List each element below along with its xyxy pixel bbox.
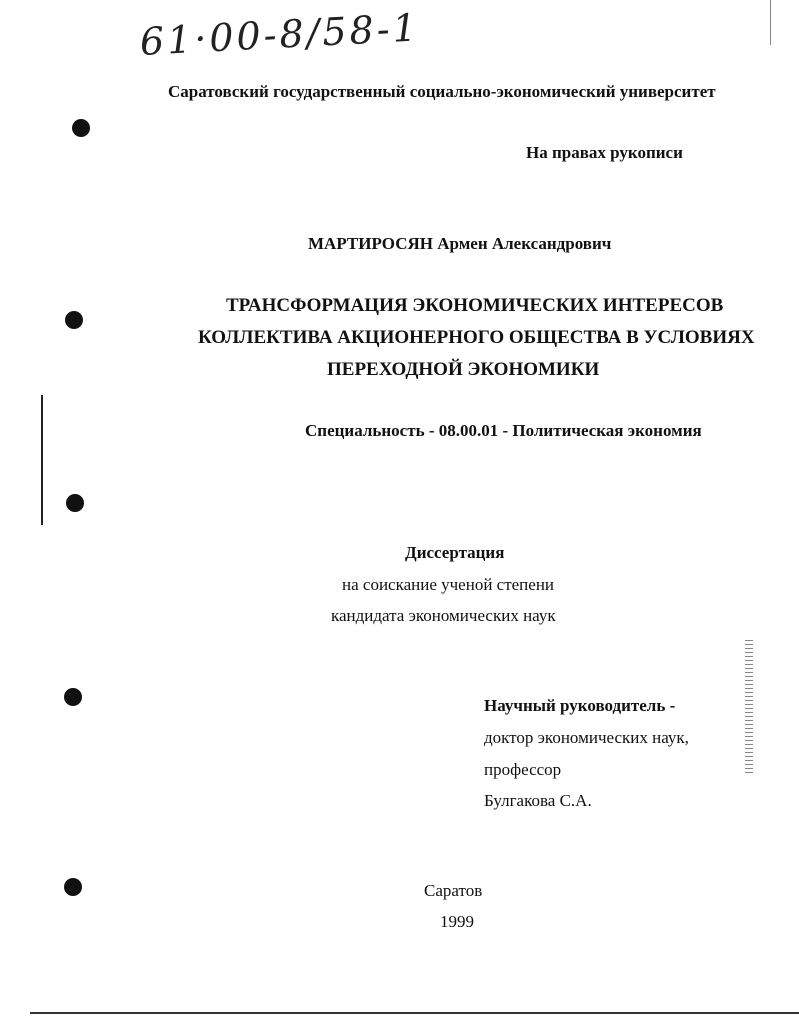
manuscript-note: На правах рукописи [526,143,683,162]
punch-hole [65,311,83,329]
title-line-2: КОЛЛЕКТИВА АКЦИОНЕРНОГО ОБЩЕСТВА В УСЛОВИЯХ [198,327,755,348]
city: Саратов [424,881,483,900]
title-line-3: ПЕРЕХОДНОЙ ЭКОНОМИКИ [327,359,600,380]
punch-hole [64,878,82,896]
university-name: Саратовский государственный социально-экономический университет [168,82,716,101]
author-surname: МАРТИРОСЯН [308,234,433,253]
scan-edge-line [41,395,43,525]
title-line-1: ТРАНСФОРМАЦИЯ ЭКОНОМИЧЕСКИХ ИНТЕРЕСОВ [226,295,724,316]
author-line [308,234,611,254]
scan-artifact-strip [745,640,753,775]
dissertation-field-line: кандидата экономических наук [331,606,556,625]
author-name: Армен Александрович [437,234,612,253]
supervisor-rank: профессор [484,760,562,779]
supervisor-name: Булгакова С.А. [484,791,592,810]
supervisor-degree: доктор экономических наук, [484,728,689,747]
handwritten-archive-code: 61·00-8/58-1 [138,5,421,64]
dissertation-degree-line: на соискание ученой степени [342,575,555,594]
scan-bottom-edge [30,1012,799,1014]
year: 1999 [440,912,474,931]
punch-hole [66,494,84,512]
specialty: Специальность - 08.00.01 - Политическая экономия [305,421,702,440]
supervisor-label: Научный руководитель - [484,696,676,715]
punch-hole [72,119,90,137]
dissertation-heading: Диссертация [405,543,505,562]
scan-right-edge [770,0,771,45]
punch-hole [64,688,82,706]
